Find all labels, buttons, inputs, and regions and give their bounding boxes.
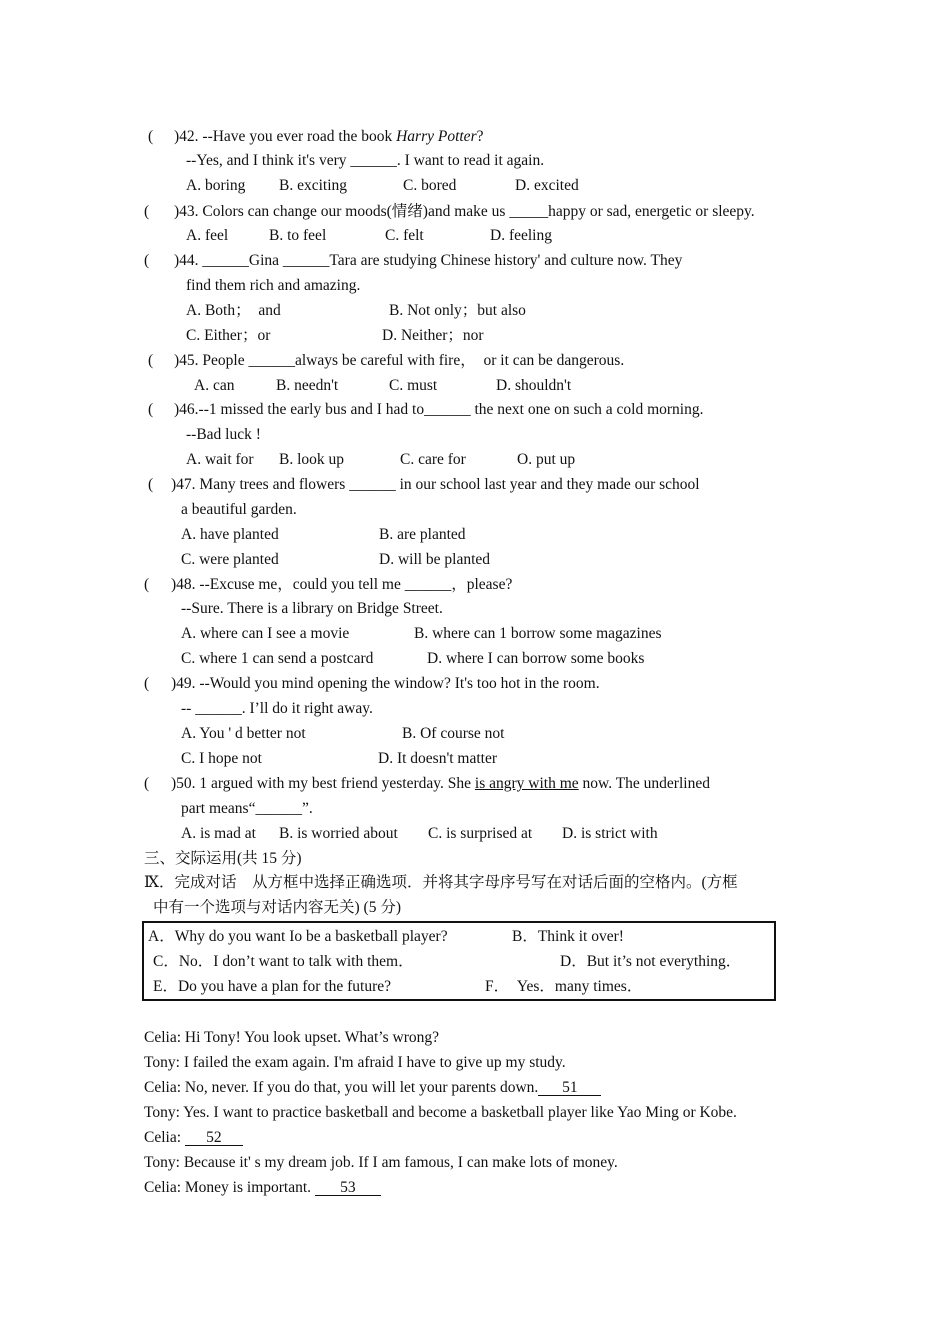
section-instruction: 中有一个选项与对话内容无关) (5 分) [153,899,401,916]
answer-paren: ( [144,675,150,692]
question-47-line2: a beautiful garden. [181,501,297,518]
dialogue-text: Celia: No, never. If you do that, you will let your parents down. [144,1079,539,1096]
box-option-e: E．Do you have a plan for the future? [153,978,392,995]
option-c: C. must [389,377,438,394]
option-a: A. You ' d better not [181,725,306,742]
dialogue-line [144,1129,243,1147]
option-c: C. bored [403,177,457,194]
option-d: D. feeling [490,227,552,244]
option-b: B. is worried about [279,825,398,842]
option-d: D. is strict with [562,825,658,842]
question-46-line2: --Bad luck ! [186,426,261,443]
dialogue-line: Tony: Yes. I want to practice basketball and become a basketball player like Yao Ming or Kobe. [144,1104,737,1121]
box-option-b: B．Think it over! [512,928,624,945]
answer-paren: ( [144,252,150,269]
answer-blank-52[interactable]: 52 [185,1130,243,1146]
option-d: D. will be planted [379,551,491,568]
box-option-d: D．But it’s not everything． [560,953,742,970]
option-c: C. where 1 can send a postcard [181,650,374,667]
option-a: A. is mad at [181,825,256,842]
stem-text: now. The underlined [578,775,710,792]
stem-text: )50. 1 argued with my best friend yesterday. She [171,775,475,792]
book-title: Harry Potter [396,128,477,145]
option-c: C. felt [385,227,424,244]
option-d: D. Neither；nor [382,327,484,344]
question-48-stem: )48. --Excuse me，could you tell me ______，please? [171,576,513,593]
option-d: D. It doesn't matter [378,750,498,767]
box-option-a: A．Why do you want Io be a basketball player? [148,928,448,945]
option-a: A. where can I see a movie [181,625,350,642]
option-b: B. Of course not [402,725,505,742]
option-a: A. can [194,377,235,394]
question-49-line2: -- ______. I’ll do it right away. [181,700,373,717]
question-42-stem [174,128,484,146]
option-b: B. are planted [379,526,466,543]
option-b: B. where can 1 borrow some magazines [414,625,662,642]
option-d: D. excited [515,177,579,194]
option-d: O. put up [517,451,576,468]
answer-paren: ( [144,203,150,220]
section-title: 三、交际运用(共 15 分) [144,850,302,867]
option-a: A. Both； and [186,302,281,319]
option-d: D. shouldn't [496,377,572,394]
option-b: B. needn't [276,377,339,394]
question-43-stem: )43. Colors can change our moods(情绪)and make us _____happy or sad, energetic or sleepy. [174,203,755,220]
answer-paren: ( [144,576,150,593]
question-45-stem: )45. People ______always be careful with fire， or it can be dangerous. [174,352,625,369]
answer-paren: ( [148,128,154,145]
option-a: A. boring [186,177,246,194]
dialogue-text: Celia: Money is important. [144,1179,315,1196]
option-b: B. to feel [269,227,327,244]
box-option-f: F． Yes．many times． [485,978,643,995]
question-44-stem: )44. ______Gina ______Tara are studying Chinese history' and culture now. They [174,252,683,269]
box-option-c: C．No．I don’t want to talk with them． [153,953,414,970]
section-instruction: Ⅸ．完成对话 从方框中选择正确选项．并将其字母序号写在对话后面的空格内。(方框 [144,874,738,891]
option-c: C. I hope not [181,750,262,767]
answer-paren: ( [148,476,154,493]
answer-blank-51[interactable]: 51 [538,1080,601,1096]
dialogue-text: Celia: [144,1129,185,1146]
dialogue-line [144,1179,381,1197]
option-c: C. care for [400,451,466,468]
answer-paren: ( [148,401,154,418]
option-c: C. were planted [181,551,279,568]
answer-paren: ( [148,352,154,369]
dialogue-line: Tony: I failed the exam again. I'm afraid I have to give up my study. [144,1054,566,1071]
question-46-stem: )46.--1 missed the early bus and I had to______ the next one on such a cold morning. [174,401,704,418]
dialogue-line [144,1079,601,1097]
stem-text: )42. --Have you ever road the book [174,128,397,145]
option-b: B. exciting [279,177,348,194]
question-50-line2: part means“______”. [181,800,313,817]
answer-blank-53[interactable]: 53 [315,1180,381,1196]
question-47-stem: )47. Many trees and flowers ______ in our school last year and they made our school [171,476,700,493]
option-c: C. is surprised at [428,825,533,842]
dialogue-line: Tony: Because it' s my dream job. If I am famous, I can make lots of money. [144,1154,618,1171]
answer-paren: ( [144,775,150,792]
option-c: C. Either；or [186,327,271,344]
question-42-line2: --Yes, and I think it's very ______. I want to read it again. [186,152,545,169]
option-a: A. wait for [186,451,254,468]
dialogue-line: Celia: Hi Tony! You look upset. What’s wrong? [144,1029,439,1046]
option-a: A. feel [186,227,229,244]
option-a: A. have planted [181,526,279,543]
question-50-stem [171,775,710,793]
question-44-line2: find them rich and amazing. [186,277,361,294]
option-b: B. look up [279,451,345,468]
underlined-phrase: is angry with me [474,775,579,792]
question-49-stem: )49. --Would you mind opening the window? It's too hot in the room. [171,675,600,692]
option-d: D. where I can borrow some books [427,650,645,667]
question-48-line2: --Sure. There is a library on Bridge Street. [181,600,443,617]
option-b: B. Not only；but also [389,302,526,319]
stem-text: ? [476,128,484,145]
